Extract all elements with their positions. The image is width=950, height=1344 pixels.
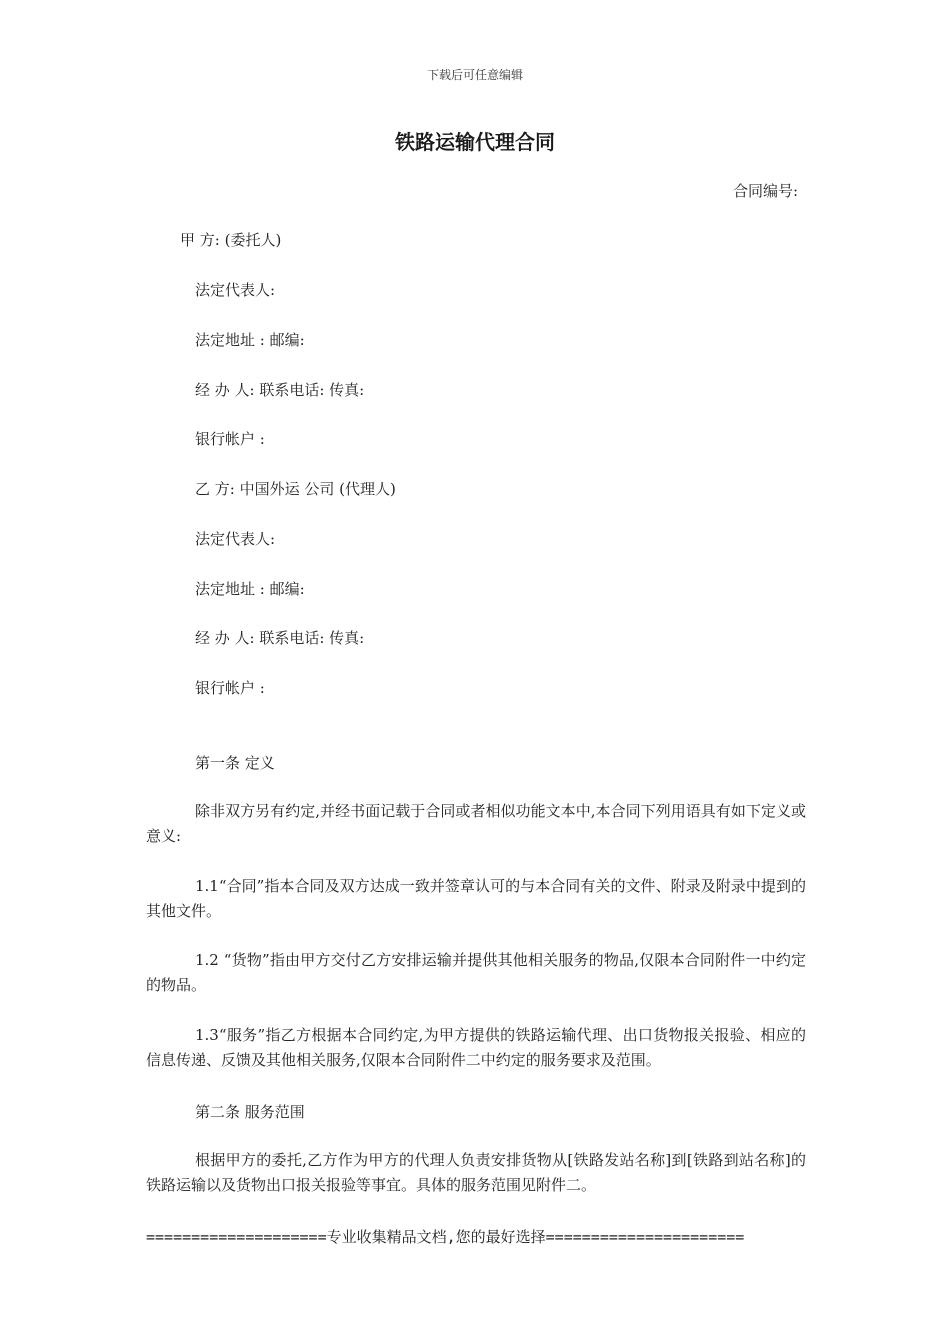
contract-number-label: 合同编号:: [732, 182, 798, 200]
party-a-heading: 甲 方: (委托人): [180, 231, 282, 249]
header-note: 下载后可任意编辑: [426, 68, 523, 82]
party-a-legal-rep: 法定代表人:: [195, 281, 276, 299]
article-2-heading: 第二条 服务范围: [195, 1103, 305, 1121]
definition-1-2: 1.2 “货物”指由甲方交付乙方安排运输并提供其他相关服务的物品,仅限本合同附件一中约定的物品。: [146, 951, 806, 994]
article-1-intro: 除非双方另有约定,并经书面记载于合同或者相似功能文本中,本合同下列用语具有如下定义或意义:: [146, 802, 806, 845]
definition-1-3: 1.3“服务”指乙方根据本合同约定,为甲方提供的铁路运输代理、出口货物报关报验、相应的信息传递、反馈及其他相关服务,仅限本合同附件二中约定的服务要求及范围。: [146, 1026, 806, 1069]
party-b-heading: 乙 方: 中国外运 公司 (代理人): [195, 480, 396, 498]
article-1-heading: 第一条 定义: [195, 754, 275, 772]
party-b-legal-rep: 法定代表人:: [195, 530, 276, 548]
definition-1-1: 1.1“合同”指本合同及双方达成一致并签章认可的与本合同有关的文件、附录及附录中提到的其他文件。: [146, 877, 806, 920]
document-title: 铁路运输代理合同: [395, 130, 555, 154]
footer-banner: ====================专业收集精品文档,您的最好选择======================: [146, 1228, 745, 1246]
party-a-contact: 经 办 人: 联系电话: 传真:: [195, 381, 365, 399]
article-2-body: 根据甲方的委托,乙方作为甲方的代理人负责安排货物从[铁路发站名称]到[铁路到站名称]的铁路运输以及货物出口报关报验等事宜。具体的服务范围见附件二。: [146, 1151, 806, 1194]
party-b-contact: 经 办 人: 联系电话: 传真:: [195, 629, 365, 647]
party-a-bank: 银行帐户 :: [195, 430, 265, 448]
party-b-address: 法定地址 : 邮编:: [195, 580, 305, 598]
party-a-address: 法定地址 : 邮编:: [195, 331, 305, 349]
party-b-bank: 银行帐户 :: [195, 679, 265, 697]
